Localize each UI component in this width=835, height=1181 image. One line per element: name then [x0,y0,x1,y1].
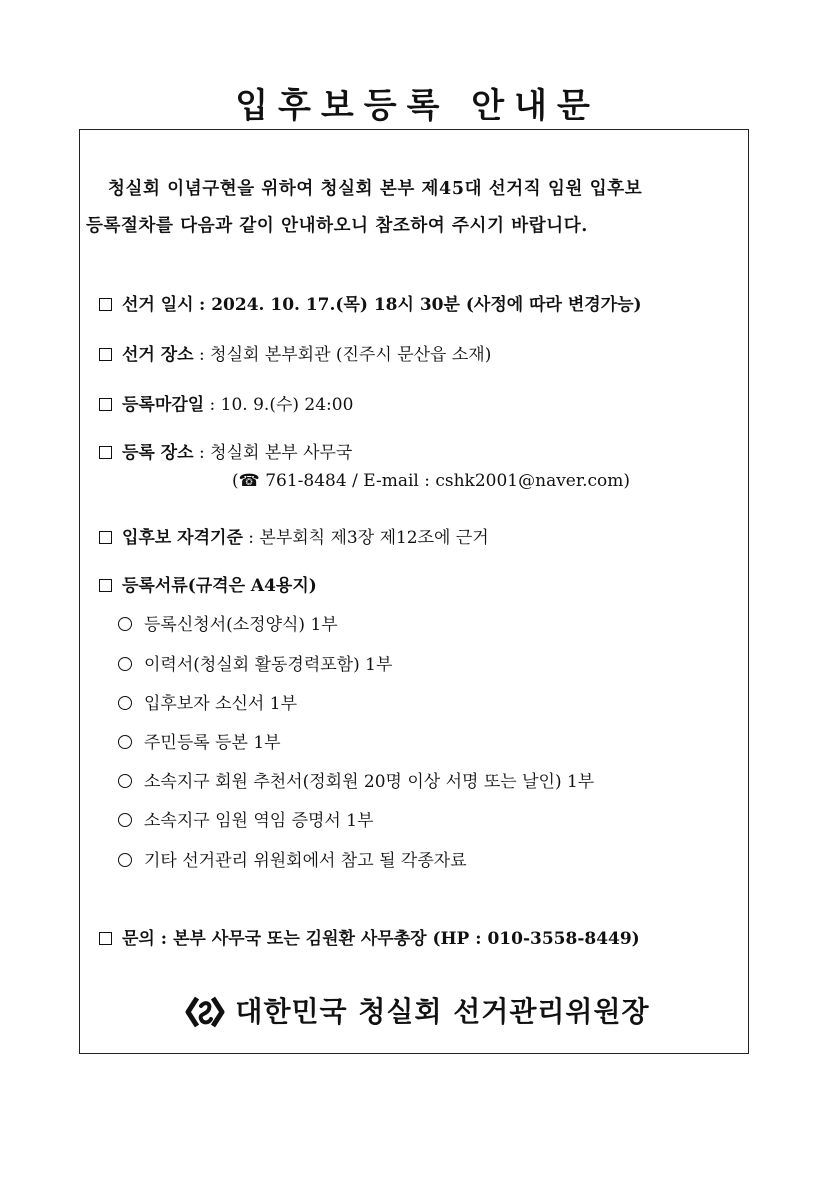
circle-bullet-icon [118,657,132,671]
circle-bullet-icon [118,696,132,710]
deadline-label: 등록마감일 [122,395,205,415]
reg-place-label: 등록 장소 [122,443,194,463]
deadline-row [99,390,353,415]
checkbox-icon [99,398,112,411]
deadline-value: : 10. 9.(수) 24:00 [209,395,354,415]
circle-bullet-icon [118,853,132,867]
documents-row [99,571,317,596]
checkbox-icon [99,531,112,544]
signature [0,990,835,1030]
inquiry-row [99,924,640,949]
documents-label: 등록서류(규격은 A4용지) [122,576,317,596]
list-item: 소속지구 임원 역임 증명서 1부 [118,806,374,831]
list-item: 이력서(청실회 활동경력포함) 1부 [118,650,392,675]
checkbox-icon [99,298,112,311]
intro-line-1: 청실회 이념구현을 위하여 청실회 본부 제45대 선거직 임원 입후보 [108,179,643,199]
list-item: 주민등록 등본 1부 [118,728,281,753]
list-item: 입후보자 소신서 1부 [118,689,297,714]
page-title: 입후보등록 안내문 [235,86,600,126]
phone-icon: ☎ [238,471,260,491]
circle-bullet-icon [118,813,132,827]
list-item: 등록신청서(소정양식) 1부 [118,610,338,635]
checkbox-icon [99,579,112,592]
circle-bullet-icon [118,735,132,749]
circle-bullet-icon [118,617,132,631]
checkbox-icon [99,932,112,945]
contact-text: 761-8484 / E-mail : cshk2001@naver.com [265,471,624,491]
reg-place-value: : 청실회 본부 사무국 [199,443,353,463]
organization-logo-icon [185,995,225,1029]
election-place-label: 선거 장소 [122,345,194,365]
election-place-row [99,340,491,365]
inquiry-text: 문의 : 본부 사무국 또는 김원환 사무총장 (HP : 010-3558-8449) [122,929,640,949]
qualification-value: : 본부회칙 제3장 제12조에 근거 [248,528,489,548]
intro-line-2: 등록절차를 다음과 같이 안내하오니 참조하여 주시기 바랍니다. [86,216,588,236]
checkbox-icon [99,348,112,361]
circle-bullet-icon [118,774,132,788]
election-date-label: 선거 일시 [122,295,194,315]
qualification-row [99,523,489,548]
qualification-label: 입후보 자격기준 [122,528,243,548]
election-date-value: : 2024. 10. 17.(목) 18시 30분 (사정에 따라 변경가능) [199,295,642,315]
checkbox-icon [99,446,112,459]
election-date-row [99,290,642,315]
reg-place-row [99,438,352,463]
election-place-value: : 청실회 본부회관 (진주시 문산읍 소재) [199,345,492,365]
list-item: 기타 선거관리 위원회에서 참고 될 각종자료 [118,846,467,871]
list-item: 소속지구 회원 추천서(정회원 20명 이상 서명 또는 날인) 1부 [118,767,594,792]
contact-row: (☎ 761-8484 / E-mail : cshk2001@naver.com) [232,471,631,491]
signature-text: 대한민국 청실회 선거관리위원장 [235,995,650,1028]
